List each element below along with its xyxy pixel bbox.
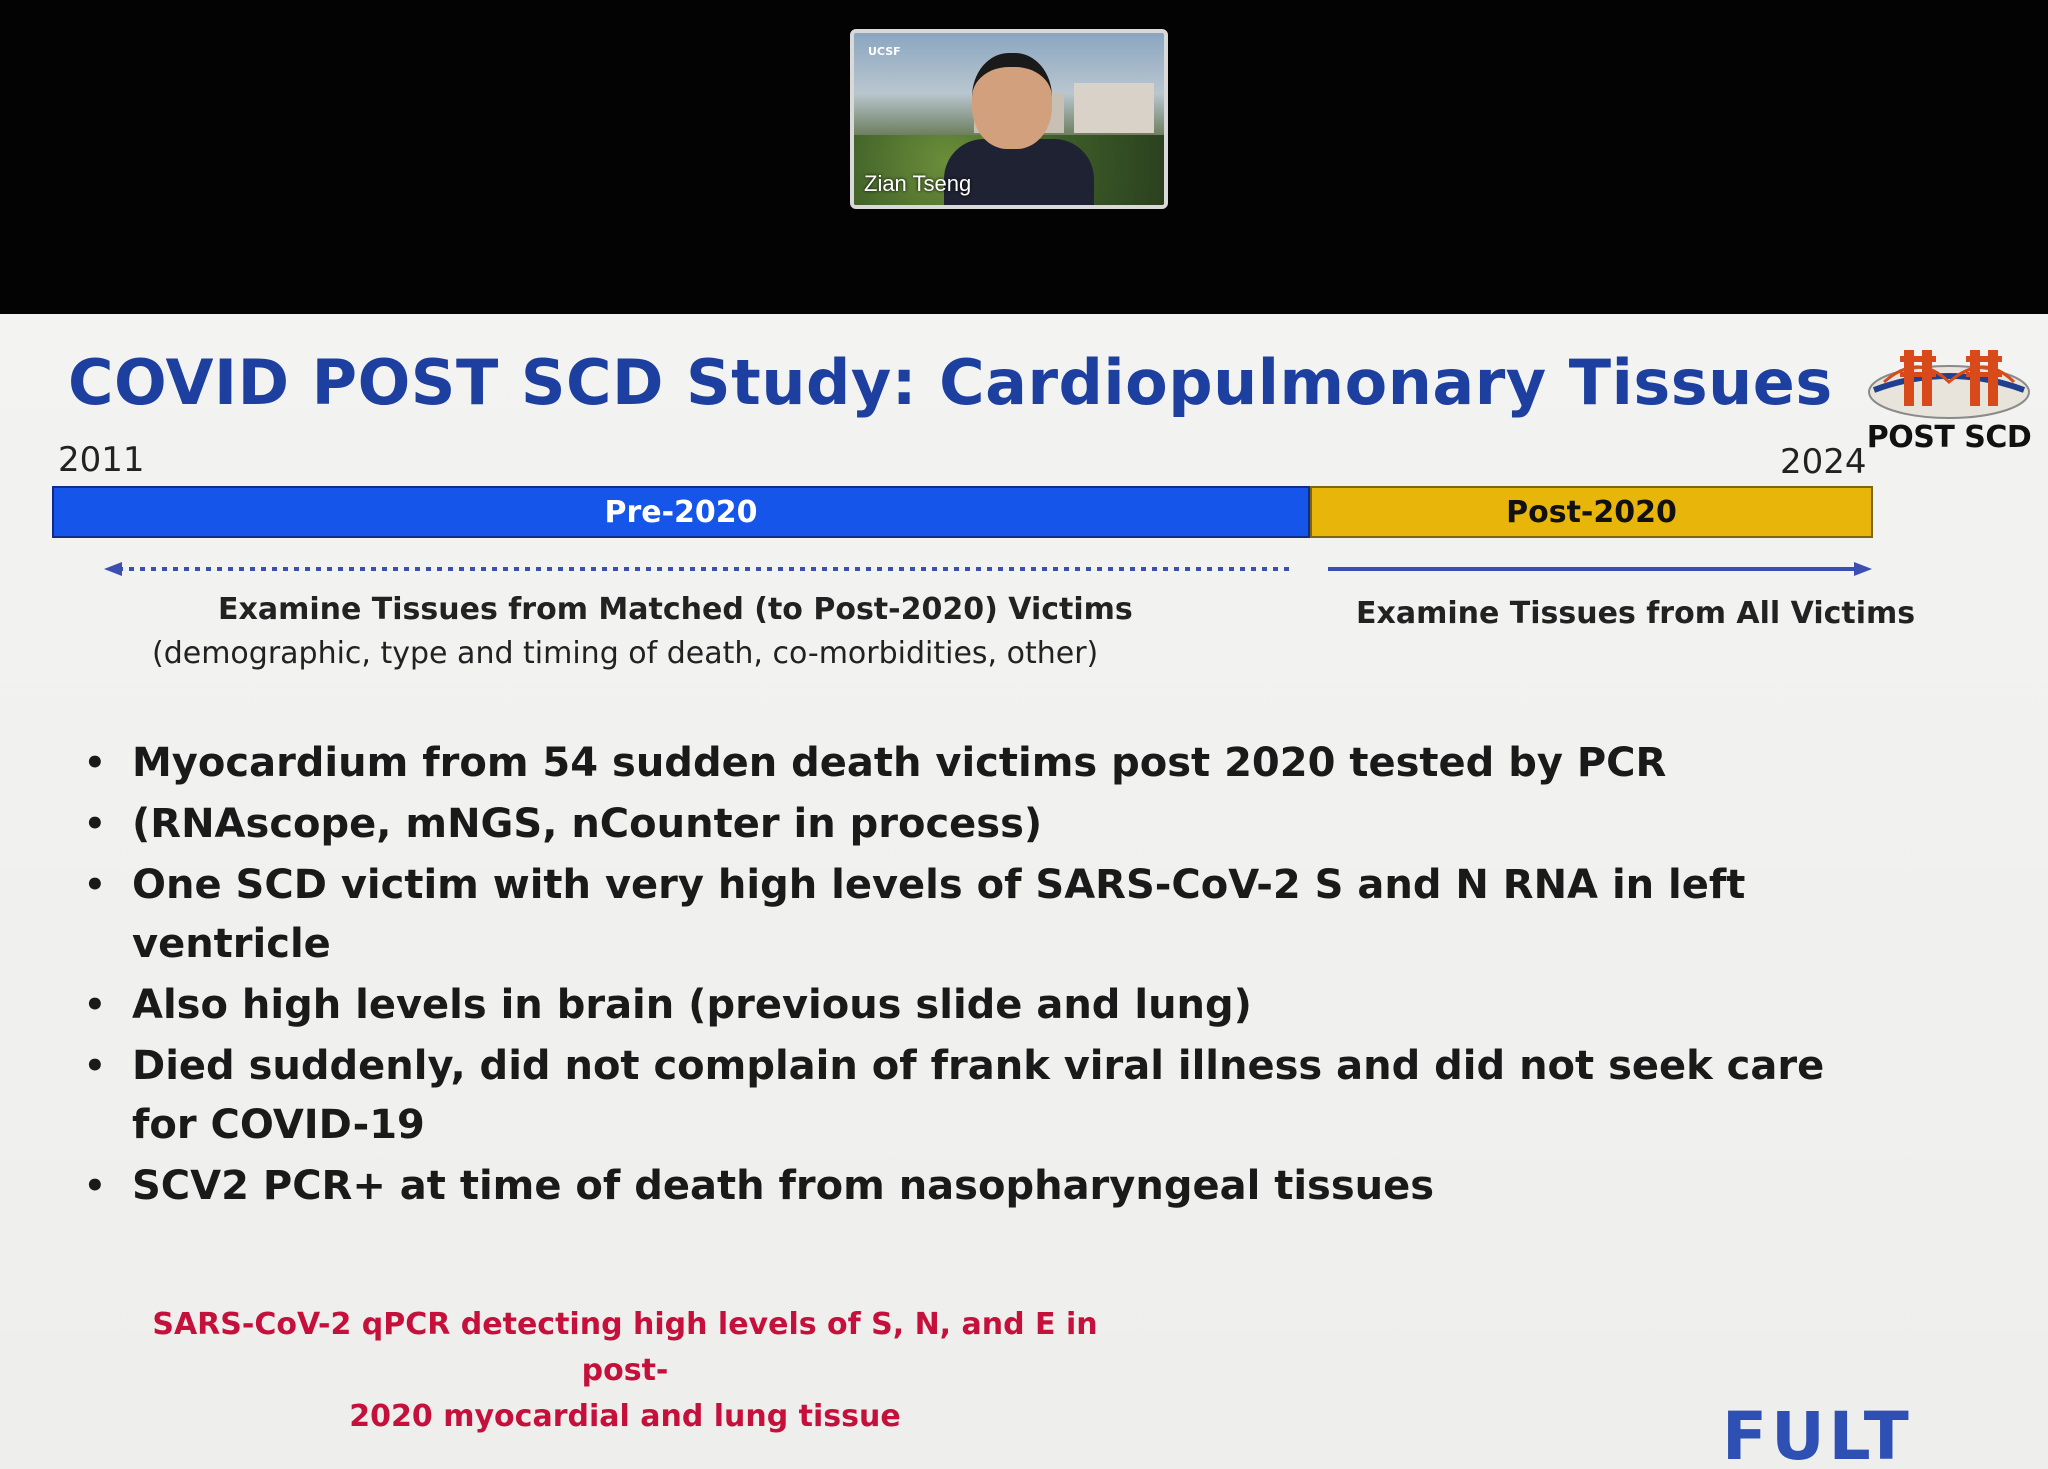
golden-gate-bridge-icon — [1864, 342, 2034, 422]
participant-head — [972, 53, 1052, 149]
timeline-arrows — [0, 554, 2048, 584]
logo-text: POST SCD — [1866, 420, 2032, 455]
bullet-item: • Myocardium from 54 sudden death victims post 2020 tested by PCR — [84, 734, 1884, 793]
participant-name: Zian Tseng — [864, 171, 972, 196]
timeline-pre-2020-bar: Pre-2020 — [52, 486, 1310, 538]
figure-note — [110, 1302, 1140, 1440]
figure-note-line-1: SARS-CoV-2 qPCR detecting high levels of S, N, and E in post- — [152, 1307, 1098, 1388]
bullet-item: • (RNAscope, mNGS, nCounter in process) — [84, 795, 1884, 854]
presentation-slide — [0, 314, 2048, 1469]
timeline-end-year: 2024 — [1780, 442, 1867, 482]
bullet-list — [84, 734, 1884, 1218]
matched-victims-caption: Examine Tissues from Matched (to Post-2020) Victims — [218, 592, 1133, 627]
bullet-item: • Died suddenly, did not complain of frank viral illness and did not seek care for COVID-19 — [84, 1037, 1852, 1155]
timeline-post-2020-bar: Post-2020 — [1310, 486, 1873, 538]
all-victims-caption: Examine Tissues from All Victims — [1356, 596, 1916, 631]
slide-title: COVID POST SCD Study: Cardiopulmonary Tissues — [68, 346, 1833, 419]
left-dotted-arrow-icon — [104, 562, 1290, 576]
participant-avatar — [954, 53, 1074, 209]
org-tag: UCSF — [868, 45, 901, 58]
bullet-item: • SCV2 PCR+ at time of death from nasopharyngeal tissues — [84, 1157, 1884, 1216]
figure-note-line-2: 2020 myocardial and lung tissue — [349, 1399, 901, 1434]
corner-watermark: FULT — [1722, 1398, 1913, 1469]
matched-victims-subcaption: (demographic, type and timing of death, co-morbidities, other) — [152, 636, 1099, 671]
post-scd-logo — [1864, 342, 2034, 462]
participant-video-tile[interactable] — [850, 29, 1168, 209]
bullet-item: • Also high levels in brain (previous slide and lung) — [84, 976, 1884, 1035]
bullet-item: • One SCD victim with very high levels of SARS-CoV-2 S and N RNA in left ventricle — [84, 856, 1884, 974]
background-building — [1074, 83, 1154, 133]
right-solid-arrow-icon — [1328, 562, 1872, 576]
timeline-start-year: 2011 — [58, 440, 145, 480]
